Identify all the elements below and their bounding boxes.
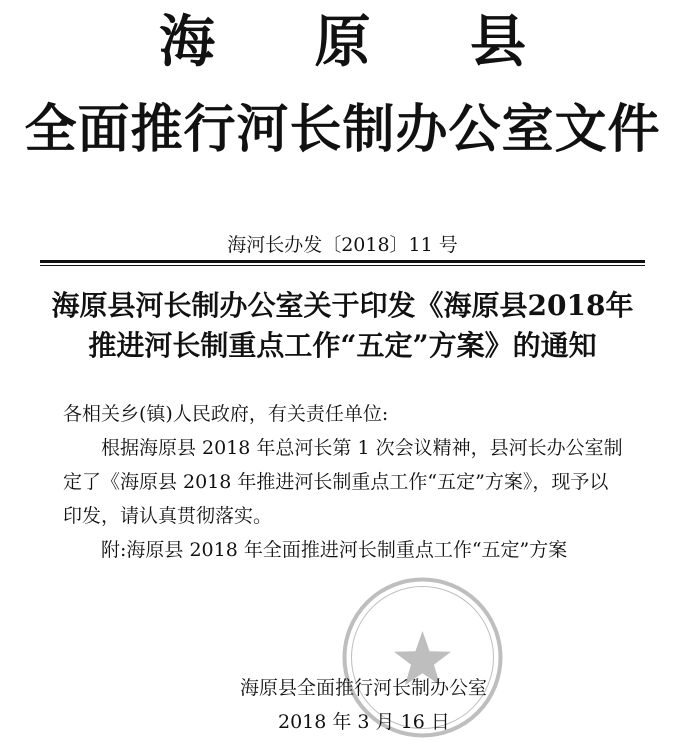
attachment [63,533,623,567]
body-paragraph: 根据海原县 2018 年总河长第 1 次会议精神，县河长办公室制定了《海原县 2018 年推进河长制重点工作“五定”方案》，现予以印发，请认真贯彻落实。 [63,437,623,527]
notice-body [63,397,623,567]
salutation: 各相关乡(镇)人民政府，有关责任单位: [63,403,389,425]
header-divider-thin [40,265,645,266]
document-header-county: 海 原 县 [159,10,566,75]
attachment-label: 附: [101,539,127,561]
signing-date: 2018 年 3 月 16 日 [278,711,450,733]
document-number: 海河长办发〔2018〕11 号 [227,234,458,256]
document-header-office: 全面推行河长制办公室文件 [24,100,661,160]
header-divider-thick [40,260,645,263]
attachment-title: 海原县 2018 年全面推进河长制重点工作“五定”方案 [126,539,568,561]
signing-office: 海原县全面推行河长制办公室 [240,677,488,699]
notice-title: 海原县河长制办公室关于印发《海原县2018年推进河长制重点工作“五定”方案》的通知 [51,289,634,362]
